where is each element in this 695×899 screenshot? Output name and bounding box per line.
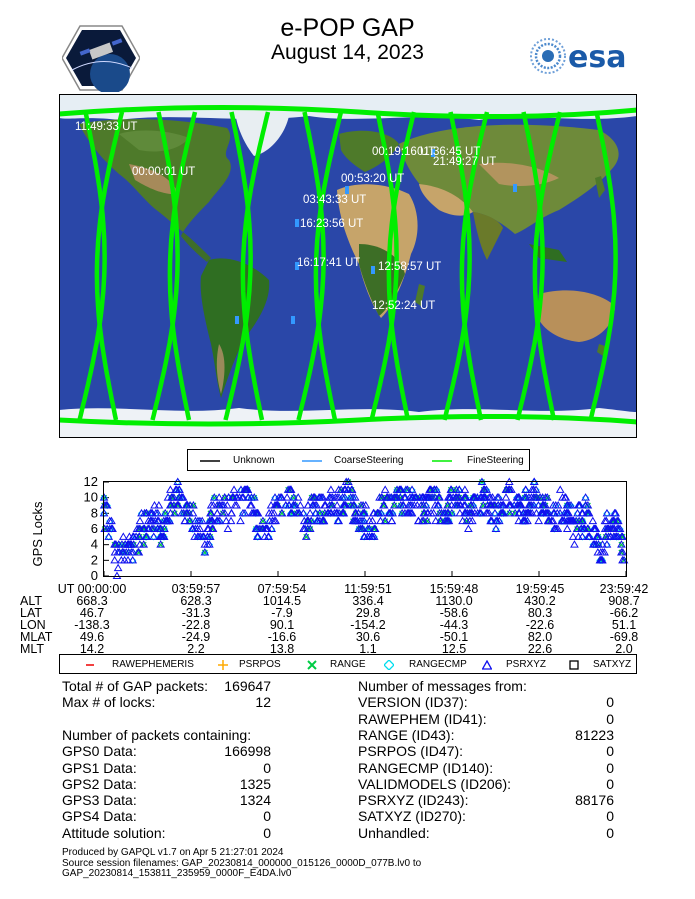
esa-logo xyxy=(528,34,638,78)
map-time-label: 16:17:41 UT xyxy=(297,257,361,269)
rawephem-marker-icon xyxy=(86,661,94,669)
table-cell: 49.6 xyxy=(79,630,105,644)
y-tick-label: 2 xyxy=(90,552,98,568)
y-tick-label: 6 xyxy=(90,521,98,536)
y-tick-label: 8 xyxy=(90,505,98,521)
stat-value: 0 xyxy=(606,759,614,776)
table-row-label: ALT xyxy=(20,594,42,608)
track-legend xyxy=(187,449,530,471)
stat-value: 88176 xyxy=(575,792,614,809)
table-row-label: MLT xyxy=(20,642,45,656)
map-time-label: 03:43:33 UT xyxy=(303,194,367,206)
table-cell: 2.0 xyxy=(615,642,633,656)
map-time-label: 00:19:16 UT xyxy=(372,146,436,158)
map-time-label: 12:58:57 UT xyxy=(378,261,442,273)
table-cell: 430.2 xyxy=(524,594,556,608)
stat-value: 0 xyxy=(606,808,614,825)
psrxyz-point xyxy=(223,518,230,524)
stat-label: GPS3 Data: xyxy=(62,792,137,809)
stat-value: 0 xyxy=(606,694,614,711)
stat-row xyxy=(0,792,695,808)
map-time-label: 00:00:01 UT xyxy=(132,166,196,178)
table-cell: -7.9 xyxy=(271,606,293,620)
table-cell: 1130.0 xyxy=(435,594,473,608)
table-row-label: LAT xyxy=(20,606,42,620)
legend-swatch-unknown xyxy=(200,460,220,462)
table-cell: 80.3 xyxy=(527,606,553,620)
table-cell: 46.7 xyxy=(79,606,105,620)
psrxyz-point xyxy=(334,502,341,508)
table-cell: 1.1 xyxy=(359,642,377,656)
map-time-label: 11:49:33 UT xyxy=(75,121,138,133)
table-cell: 908.7 xyxy=(608,594,640,608)
stat-label: RAWEPHEM (ID41): xyxy=(358,710,487,727)
stat-value: 0 xyxy=(606,824,614,841)
psrxyz-point xyxy=(120,533,127,539)
footer-source-files-cont: GAP_20230814_153811_235959_0000F_E4DA.lv0 xyxy=(62,868,292,879)
psrxyz-point xyxy=(535,518,542,524)
legend-label-psrxyz: PSRXYZ xyxy=(506,659,547,670)
footer-credits xyxy=(62,848,662,880)
coarse-steering-segment xyxy=(295,219,299,227)
table-cell: -58.6 xyxy=(439,606,469,620)
footer-produced-by: Produced by GAPQL v1.7 on Apr 5 21:27:01 2024 xyxy=(62,847,284,858)
stat-value: 1324 xyxy=(239,792,271,809)
coarse-steering-segment xyxy=(235,316,239,324)
table-row xyxy=(0,631,695,643)
table-cell: 668.3 xyxy=(76,594,108,608)
legend-swatch-fine xyxy=(432,460,452,462)
table-cell: 30.6 xyxy=(355,630,381,644)
table-cell: -24.9 xyxy=(181,630,211,644)
table-cell: 82.0 xyxy=(527,630,553,644)
psrxyz-point xyxy=(113,573,120,579)
psrxyz-point xyxy=(570,533,577,539)
table-row xyxy=(0,595,695,607)
psrpos-marker-icon xyxy=(218,660,228,670)
stat-row xyxy=(0,727,695,743)
legend-label-unknown: Unknown xyxy=(233,455,275,466)
table-cell: 628.3 xyxy=(180,594,212,608)
stat-value: 12 xyxy=(255,694,271,711)
table-cell: -22.6 xyxy=(525,618,555,632)
stat-label: RANGE (ID43): xyxy=(358,726,455,743)
stat-label: VALIDMODELS (ID206): xyxy=(358,775,512,792)
y-tick-label: 12 xyxy=(83,476,98,489)
stat-label: RANGECMP (ID140): xyxy=(358,759,494,776)
psrxyz-point xyxy=(224,526,231,532)
legend-label-rawephemeris: RAWEPHEMERIS xyxy=(112,659,194,670)
stat-row xyxy=(0,694,695,710)
table-cell: 22.6 xyxy=(527,642,553,656)
y-tick-label: 10 xyxy=(83,489,98,505)
stat-row xyxy=(0,711,695,727)
x-tick-label: 19:59:45 xyxy=(515,582,565,596)
stat-row xyxy=(0,808,695,824)
footer-source-files: Source session filenames: GAP_20230814_000000_015126_0000D_077B.lv0 to xyxy=(62,857,422,869)
stat-label: Max # of locks: xyxy=(62,694,156,711)
psrxyz-point xyxy=(327,486,334,492)
stat-value: 0 xyxy=(606,743,614,760)
table-cell: -66.2 xyxy=(609,606,639,620)
table-row xyxy=(0,619,695,631)
svg-text:esa: esa xyxy=(568,40,627,75)
psrxyz-point xyxy=(589,518,596,524)
psrxyz-point xyxy=(228,518,235,524)
mission-patch-logo xyxy=(62,24,140,92)
coarse-steering-segment xyxy=(371,266,375,274)
stat-label: GPS0 Data: xyxy=(62,743,137,760)
map-time-label: 01:36:45 UT xyxy=(417,146,481,158)
stat-value: 0 xyxy=(263,759,271,776)
stat-label: SATXYZ (ID270): xyxy=(358,808,466,825)
legend-label-satxyz: SATXYZ xyxy=(593,659,632,670)
psrxyz-point xyxy=(231,486,238,492)
satxyz-marker-icon xyxy=(569,660,579,670)
y-tick-label: 0 xyxy=(90,568,98,583)
message-legend xyxy=(59,654,637,674)
legend-swatch-coarse xyxy=(302,460,322,462)
x-tick-label: 03:59:57 xyxy=(171,582,221,596)
statistics-panel xyxy=(0,678,695,843)
y-tick-label: 4 xyxy=(90,536,98,552)
table-cell: -44.3 xyxy=(439,618,469,632)
psrxyz-point xyxy=(115,565,122,571)
stat-row xyxy=(0,776,695,792)
stat-value: 169647 xyxy=(224,678,271,694)
legend-label-rangecmp: RANGECMP xyxy=(409,659,467,670)
stat-value: 1325 xyxy=(239,775,271,792)
stat-label: VERSION (ID37): xyxy=(358,694,468,711)
map-time-label: 16:23:56 UT xyxy=(300,218,364,230)
stat-label: Number of packets containing: xyxy=(62,726,252,743)
stat-label: Unhandled: xyxy=(358,824,430,841)
stat-label: Attitude solution: xyxy=(62,824,166,841)
stat-value: 0 xyxy=(263,808,271,825)
stat-label: GPS1 Data: xyxy=(62,759,137,776)
coarse-steering-segment xyxy=(513,184,517,192)
stat-value: 166998 xyxy=(224,743,271,760)
table-cell: -154.2 xyxy=(350,618,386,632)
stat-row xyxy=(0,825,695,841)
y-axis-label: GPS Locks xyxy=(30,501,45,567)
table-cell: 1014.5 xyxy=(262,594,302,608)
table-cell: -50.1 xyxy=(439,630,469,644)
psrxyz-point xyxy=(503,494,510,500)
table-cell: 90.1 xyxy=(269,618,295,632)
psrxyz-point xyxy=(571,541,578,547)
stat-value: 0 xyxy=(263,824,271,841)
table-cell: 14.2 xyxy=(79,642,105,656)
table-cell: -138.3 xyxy=(74,618,110,632)
psrxyz-point xyxy=(284,494,291,500)
stat-row xyxy=(0,760,695,776)
coarse-steering-segment xyxy=(291,316,295,324)
stat-label: Total # of GAP packets: xyxy=(62,678,209,694)
stat-label: Number of messages from: xyxy=(358,678,527,694)
psrxyz-point xyxy=(237,518,244,524)
table-cell: -69.8 xyxy=(609,630,639,644)
stat-value: 0 xyxy=(606,710,614,727)
psrxyz-point xyxy=(465,526,472,532)
legend-label-range: RANGE xyxy=(330,659,366,670)
table-cell: 2.2 xyxy=(187,642,205,656)
stat-label: GPS4 Data: xyxy=(62,808,137,825)
psrxyz-point xyxy=(136,518,143,524)
table-cell: -22.8 xyxy=(181,618,211,632)
stat-row xyxy=(0,678,695,694)
psrxyz-point xyxy=(388,518,395,524)
legend-label-fine: FineSteering xyxy=(467,455,524,466)
psrxyz-marker-icon xyxy=(482,660,492,670)
map-time-label: 21:49:27 UT xyxy=(433,156,497,168)
psrxyz-point xyxy=(382,486,389,492)
stat-label: PSRXYZ (ID243): xyxy=(358,792,469,809)
stat-label: GPS2 Data: xyxy=(62,775,137,792)
rangecmp-marker-icon xyxy=(384,660,394,670)
stat-label: PSRPOS (ID47): xyxy=(358,743,464,760)
table-cell: 29.8 xyxy=(355,606,381,620)
psrxyz-point xyxy=(564,526,571,532)
stat-value: 81223 xyxy=(575,726,614,743)
table-cell: 12.5 xyxy=(441,642,467,656)
x-tick-label: 23:59:42 xyxy=(599,582,649,596)
page-title: e-POP GAP xyxy=(280,14,415,42)
ground-track-map xyxy=(59,94,637,438)
table-row-label: MLAT xyxy=(20,630,53,644)
table-cell: 51.1 xyxy=(611,618,637,632)
table-row-label: LON xyxy=(20,618,46,632)
stat-row xyxy=(0,743,695,759)
legend-label-coarse: CoarseSteering xyxy=(334,455,404,466)
table-cell: 336.4 xyxy=(352,594,384,608)
x-tick-label: 07:59:54 xyxy=(257,582,307,596)
stat-value: 0 xyxy=(606,775,614,792)
map-time-label: 00:53:20 UT xyxy=(341,173,405,185)
table-cell: 13.8 xyxy=(269,642,295,656)
legend-label-psrpos: PSRPOS xyxy=(239,659,281,670)
table-cell: -16.6 xyxy=(267,630,297,644)
psrxyz-point xyxy=(557,486,564,492)
coarse-steering-segment xyxy=(345,186,349,194)
orbit-table xyxy=(0,582,695,654)
x-tick-label: 11:59:51 xyxy=(344,582,392,596)
gps-locks-chart xyxy=(0,476,695,588)
table-cell: -31.3 xyxy=(181,606,211,620)
x-tick-label: UT 00:00:00 xyxy=(57,582,127,596)
map-time-label: 12:52:24 UT xyxy=(372,300,436,312)
psrxyz-point xyxy=(111,557,118,563)
range-marker-icon xyxy=(307,660,317,670)
x-tick-label: 15:59:48 xyxy=(429,582,479,596)
page-date: August 14, 2023 xyxy=(271,41,424,64)
